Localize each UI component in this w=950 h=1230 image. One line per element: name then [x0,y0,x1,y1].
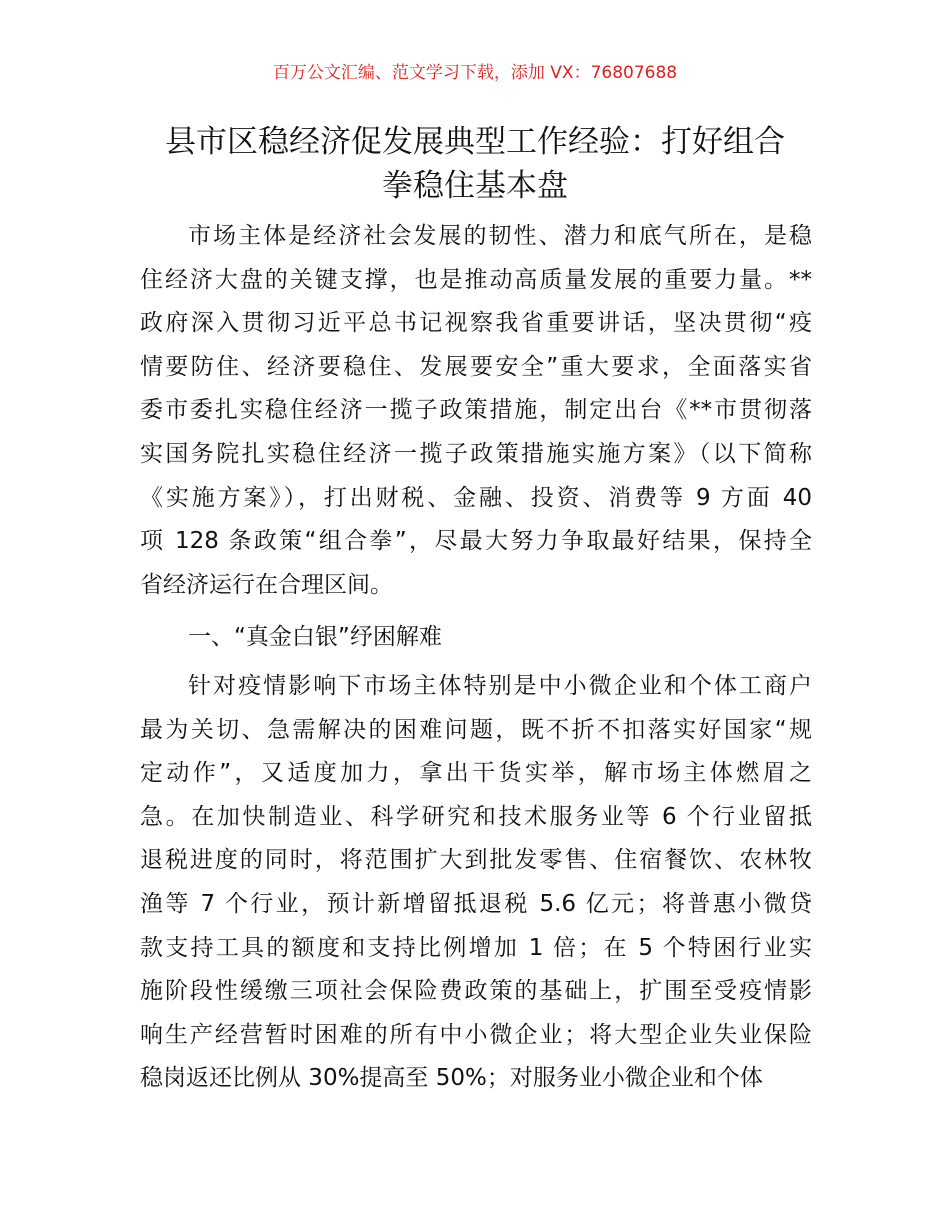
paragraph-line: 退税进度的同时，将范围扩大到批发零售、住宿餐饮、农林牧 [140,847,812,874]
paragraph-line: 渔等 7 个行业，预计新增留抵退税 5.6 亿元；将普惠小微贷 [140,891,812,917]
paragraph-line: 项 128 条政策“组合拳”，尽最大努力争取最好结果，保持全 [140,528,812,555]
watermark-header: 百万公文汇编、范文学习下载，添加 VX：76807688 [272,63,678,83]
paragraph-line: 针对疫情影响下市场主体特别是中小微企业和个体工商户 [188,673,812,699]
paragraph-line: 政府深入贯彻习近平总书记视察我省重要讲话，坚决贯彻“疫 [140,310,812,337]
paragraph-line: 定动作”，又适度加力，拿出干货实举，解市场主体燃眉之 [140,760,812,787]
paragraph-line: 市场主体是经济社会发展的韧性、潜力和底气所在，是稳 [188,223,812,249]
document-title-line-1: 县市区稳经济促发展典型工作经验：打好组合 [165,124,785,160]
paragraph-line: 《实施方案》），打出财税、金融、投资、消费等 9 方面 40 [140,484,812,511]
paragraph-line: 急。在加快制造业、科学研究和技术服务业等 6 个行业留抵 [140,803,812,830]
document-title-line-2: 拳稳住基本盘 [382,168,568,204]
section-heading: 一、“真金白银”纾困解难 [188,624,442,650]
paragraph-line: 实国务院扎实稳住经济一揽子政策措施实施方案》（以下简称 [140,441,812,467]
paragraph-line: 委市委扎实稳住经济一揽子政策措施，制定出台《**市贯彻落 [140,397,812,424]
paragraph-line: 响生产经营暂时困难的所有中小微企业；将大型企业失业保险 [140,1021,812,1048]
paragraph-line: 住经济大盘的关键支撑，也是推动高质量发展的重要力量。** [140,266,812,293]
paragraph-line: 省经济运行在合理区间。 [140,571,393,598]
paragraph-line: 情要防住、经济要稳住、发展要安全”重大要求，全面落实省 [140,353,812,380]
paragraph-line: 稳岗返还比例从 30%提高至 50%；对服务业小微企业和个体 [140,1065,763,1092]
paragraph-line: 施阶段性缓缴三项社会保险费政策的基础上，扩围至受疫情影 [140,978,812,1005]
paragraph-line: 最为关切、急需解决的困难问题，既不折不扣落实好国家“规 [140,716,812,743]
paragraph-line: 款支持工具的额度和支持比例增加 1 倍；在 5 个特困行业实 [140,934,812,961]
